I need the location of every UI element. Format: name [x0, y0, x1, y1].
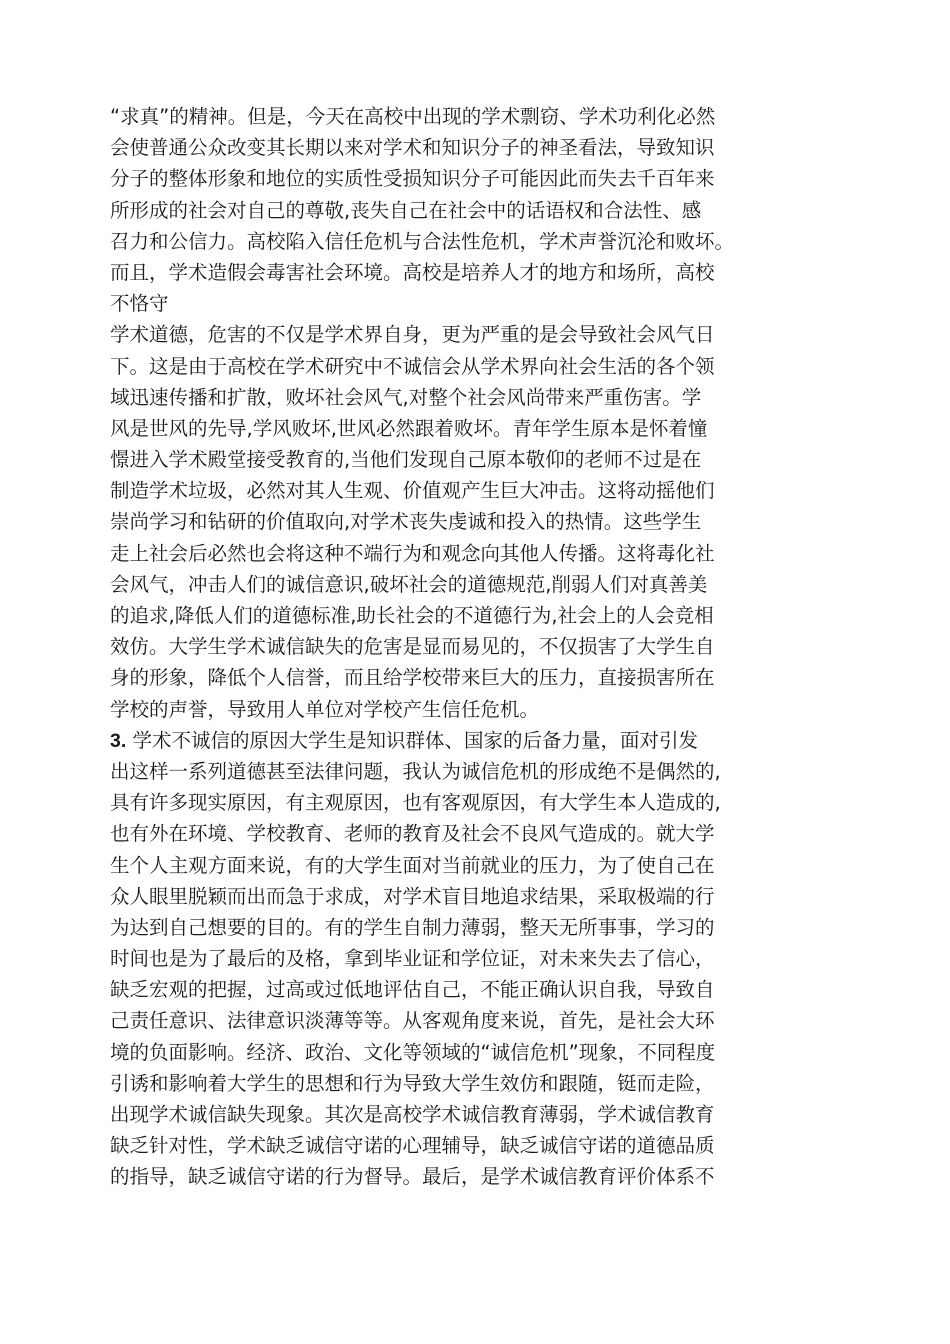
text-line: 为达到自己想要的目的。有的学生自制力薄弱，整天无所事事，学习的 [110, 915, 715, 939]
text-line: 己责任意识、法律意识淡薄等等。从客观角度来说，首先，是社会大环 [110, 1009, 715, 1033]
text-line: 也有外在环境、学校教育、老师的教育及社会不良风气造成的。就大学 [110, 822, 715, 846]
text-line: 召力和公信力。高校陷入信任危机与合法性危机，学术声誉沉沦和败坏。 [110, 229, 735, 253]
section-number: 3. [110, 729, 127, 752]
text-line: 众人眼里脱颖而出而急于求成，对学术盲目地追求结果，采取极端的行 [110, 884, 715, 908]
text-line: “求真”的精神。但是，今天在高校中出现的学术剽窃、学术功利化必然 [110, 105, 716, 128]
text-line: 的指导，缺乏诚信守诺的行为督导。最后，是学术诚信教育评价体系不 [110, 1165, 715, 1189]
text-line: 走上社会后必然也会将这种不端行为和观念向其他人传播。这将毒化社 [110, 541, 715, 565]
text-line: 而且，学术造假会毒害社会环境。高校是培养人才的地方和场所，高校 [110, 260, 715, 284]
text-line: 的追求,降低人们的道德标准,助长社会的不道德行为,社会上的人会竞相 [110, 604, 714, 627]
section-3-first-line: 学术不诚信的原因大学生是知识群体、国家的后备力量，面对引发 [126, 728, 698, 752]
text-line: 下。这是由于高校在学术研究中不诚信会从学术界向社会生活的各个领 [110, 354, 715, 378]
text-line: 境的负面影响。经济、政治、文化等领域的“诚信危机”现象，不同程度 [110, 1040, 716, 1064]
text-line: 效仿。大学生学术诚信缺失的危害是显而易见的，不仅损害了大学生自 [110, 635, 715, 659]
text-line: 学术道德，危害的不仅是学术界自身，更为严重的是会导致社会风气日 [110, 323, 715, 347]
text-line: 风是世风的先导,学风败坏,世风必然跟着败坏。青年学生原本是怀着憧 [110, 416, 708, 440]
text-line: 会风气，冲击人们的诚信意识,破坏社会的道德规范,削弱人们对真善美 [110, 572, 708, 596]
text-line: 身的形象，降低个人信誉，而且给学校带来巨大的压力，直接损害所在 [110, 666, 715, 690]
text-line: 所形成的社会对自己的尊敬,丧失自己在社会中的话语权和合法性、感 [110, 198, 702, 222]
body-text [110, 101, 850, 1193]
section-3-heading-line [110, 725, 850, 756]
text-line: 会使普通公众改变其长期以来对学术和知识分子的神圣看法，导致知识 [110, 136, 715, 160]
text-line: 生个人主观方面来说，有的大学生面对当前就业的压力，为了使自己在 [110, 853, 715, 877]
text-line: 缺乏宏观的把握，过高或过低地评估自己，不能正确认识自我，导致自 [110, 978, 715, 1002]
text-line: 崇尚学习和钻研的价值取向,对学术丧失虔诚和投入的热情。这些学生 [110, 510, 702, 534]
text-line: 具有许多现实原因，有主观原因，也有客观原因，有大学生本人造成的, [110, 791, 721, 815]
text-line: 学校的声誉，导致用人单位对学校产生信任危机。 [110, 697, 540, 721]
text-line: 域迅速传播和扩散，败坏社会风气,对整个社会风尚带来严重伤害。学 [110, 385, 702, 409]
text-line: 分子的整体形象和地位的实质性受损知识分子可能因此而失去千百年来 [110, 167, 715, 191]
text-line: 出这样一系列道德甚至法律问题，我认为诚信危机的形成绝不是偶然的, [110, 759, 721, 783]
text-line: 憬进入学术殿堂接受教育的,当他们发现自己原本敬仰的老师不过是在 [110, 448, 702, 472]
text-line: 制造学术垃圾，必然对其人生观、价值观产生巨大冲击。这将动摇他们 [110, 479, 715, 503]
text-line: 不恪守 [110, 292, 169, 316]
text-line: 出现学术诚信缺失现象。其次是高校学术诚信教育薄弱，学术诚信教育 [110, 1103, 715, 1126]
text-line: 引诱和影响着大学生的思想和行为导致大学生效仿和跟随，铤而走险， [110, 1071, 715, 1095]
text-line: 缺乏针对性，学术缺乏诚信守诺的心理辅导，缺乏诚信守诺的道德品质 [110, 1134, 715, 1158]
text-line: 时间也是为了最后的及格，拿到毕业证和学位证，对未来失去了信心， [110, 947, 715, 971]
